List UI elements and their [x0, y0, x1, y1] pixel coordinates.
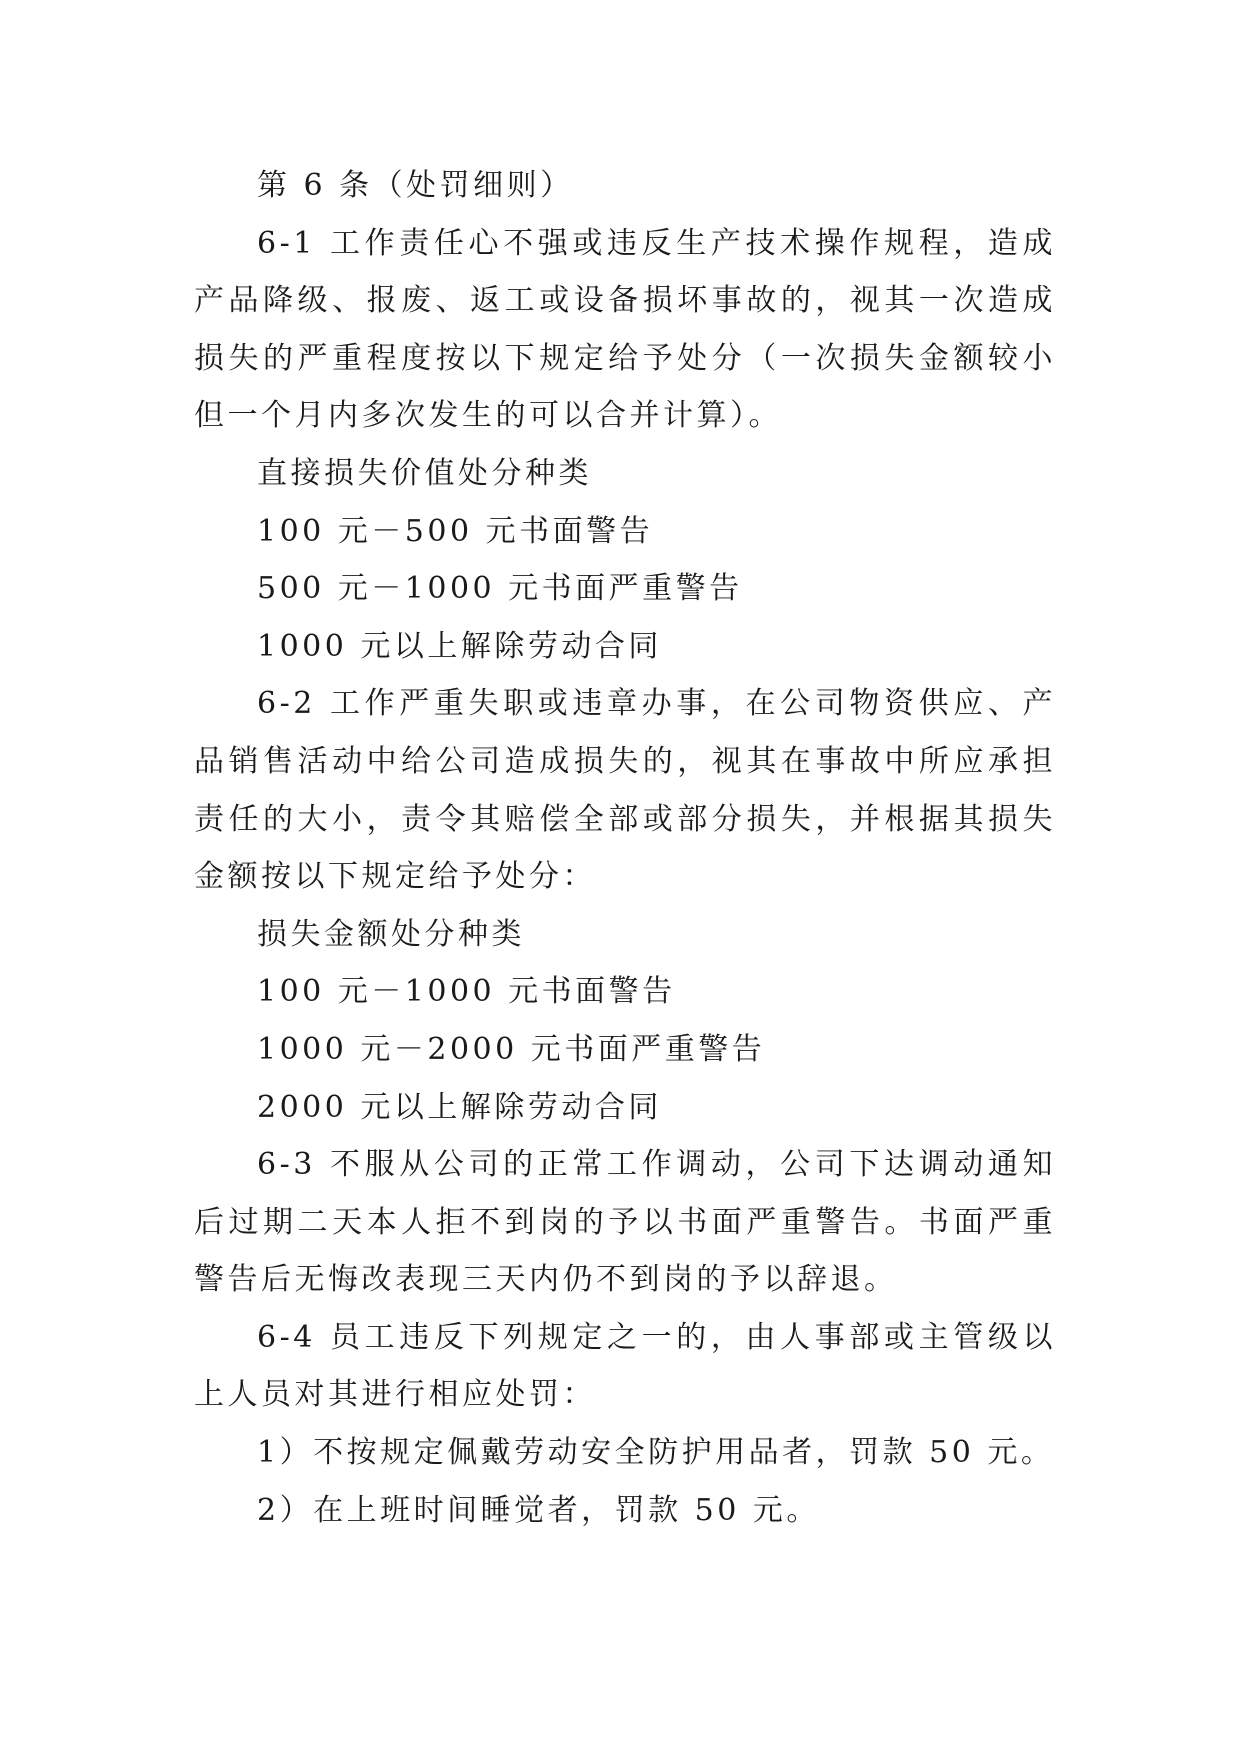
table1-row: 100 元－500 元书面警告 — [257, 513, 654, 549]
clause-6-4: 6-4 员工违反下列规定之一的，由人事部或主管级以上人员对其进行相应处罚： — [194, 1319, 1056, 1413]
table2-row: 100 元－1000 元书面警告 — [257, 974, 676, 1010]
table1-header: 直接损失价值处分种类 — [257, 455, 592, 491]
article-heading: 第 6 条（处罚细则） — [257, 168, 574, 203]
document-page — [194, 157, 1056, 1539]
table1-row: 1000 元以上解除劳动合同 — [257, 628, 662, 664]
list-item: 2）在上班时间睡觉者，罚款 50 元。 — [257, 1492, 820, 1528]
clause-6-2: 6-2 工作严重失职或违章办事，在公司物资供应、产品销售活动中给公司造成损失的，视其在事故中所应承担责任的大小，责令其赔偿全部或部分损失，并根据其损失金额按以下规定给予处分： — [194, 686, 1056, 895]
table2-row: 2000 元以上解除劳动合同 — [257, 1089, 662, 1125]
clause-6-3: 6-3 不服从公司的正常工作调动，公司下达调动通知后过期二天本人拒不到岗的予以书面严重警告。书面严重警告后无悔改表现三天内仍不到岗的予以辞退。 — [194, 1147, 1056, 1298]
table1-row: 500 元－1000 元书面严重警告 — [257, 571, 743, 607]
clause-6-1: 6-1 工作责任心不强或违反生产技术操作规程，造成产品降级、报废、返工或设备损坏事故的，视其一次造成损失的严重程度按以下规定给予处分（一次损失金额较小但一个月内多次发生的可以合并计算）。 — [194, 225, 1056, 434]
table2-header: 损失金额处分种类 — [257, 916, 525, 952]
table2-row: 1000 元－2000 元书面严重警告 — [257, 1031, 766, 1067]
list-item: 1）不按规定佩戴劳动安全防护用品者，罚款 50 元。 — [257, 1435, 1055, 1471]
